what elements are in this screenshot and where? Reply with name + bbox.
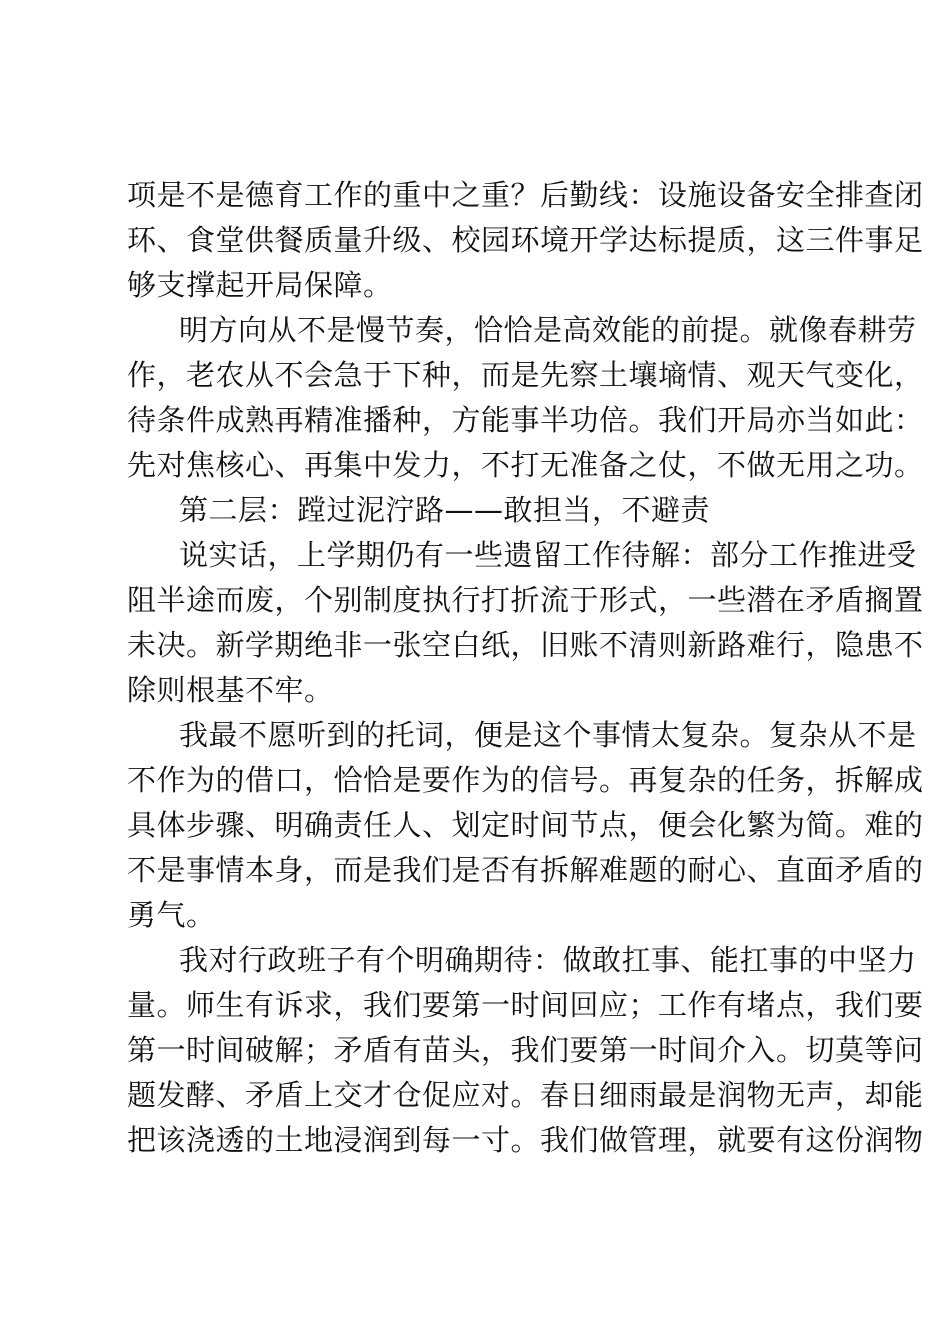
paragraph-line: 把该浇透的土地浸润到每一寸。我们做管理，就要有这份润物 xyxy=(127,1123,924,1157)
paragraph-line: 第一时间破解；矛盾有苗头，我们要第一时间介入。切莫等问 xyxy=(127,1033,924,1067)
paragraph-line: 我最不愿听到的托词，便是这个事情太复杂。复杂从不是 xyxy=(179,718,917,752)
paragraph-line: 具体步骤、明确责任人、划定时间节点，便会化繁为简。难的 xyxy=(127,808,924,842)
paragraph-line: 够支撑起开局保障。 xyxy=(127,268,393,302)
paragraph-line: 除则根基不牢。 xyxy=(127,673,334,707)
paragraph-line: 作，老农从不会急于下种，而是先察土壤墒情、观天气变化， xyxy=(127,358,924,392)
paragraph-line: 说实话，上学期仍有一些遗留工作待解：部分工作推进受 xyxy=(179,538,917,572)
paragraph-line: 先对焦核心、再集中发力，不打无准备之仗，不做无用之功。 xyxy=(127,448,924,482)
paragraph-line: 环、食堂供餐质量升级、校园环境开学达标提质，这三件事足 xyxy=(127,223,924,257)
paragraph-line: 不作为的借口，恰恰是要作为的信号。再复杂的任务，拆解成 xyxy=(127,763,924,797)
paragraph-line: 明方向从不是慢节奏，恰恰是高效能的前提。就像春耕劳 xyxy=(179,313,917,347)
paragraph-line: 我对行政班子有个明确期待：做敢扛事、能扛事的中坚力 xyxy=(179,943,917,977)
paragraph-line: 不是事情本身，而是我们是否有拆解难题的耐心、直面矛盾的 xyxy=(127,853,924,887)
paragraph-line: 量。师生有诉求，我们要第一时间回应；工作有堵点，我们要 xyxy=(127,988,924,1022)
paragraph-line: 未决。新学期绝非一张空白纸，旧账不清则新路难行，隐患不 xyxy=(127,628,924,662)
section-heading: 第二层：蹚过泥泞路——敢担当，不避责 xyxy=(179,493,711,527)
paragraph-line: 项是不是德育工作的重中之重？后勤线：设施设备安全排查闭 xyxy=(127,178,924,212)
paragraph-line: 勇气。 xyxy=(127,898,216,932)
document-body xyxy=(127,173,924,1163)
paragraph-line: 待条件成熟再精准播种，方能事半功倍。我们开局亦当如此： xyxy=(127,403,924,437)
paragraph-line: 题发酵、矛盾上交才仓促应对。春日细雨最是润物无声，却能 xyxy=(127,1078,924,1112)
paragraph-line: 阻半途而废，个别制度执行打折流于形式，一些潜在矛盾搁置 xyxy=(127,583,924,617)
